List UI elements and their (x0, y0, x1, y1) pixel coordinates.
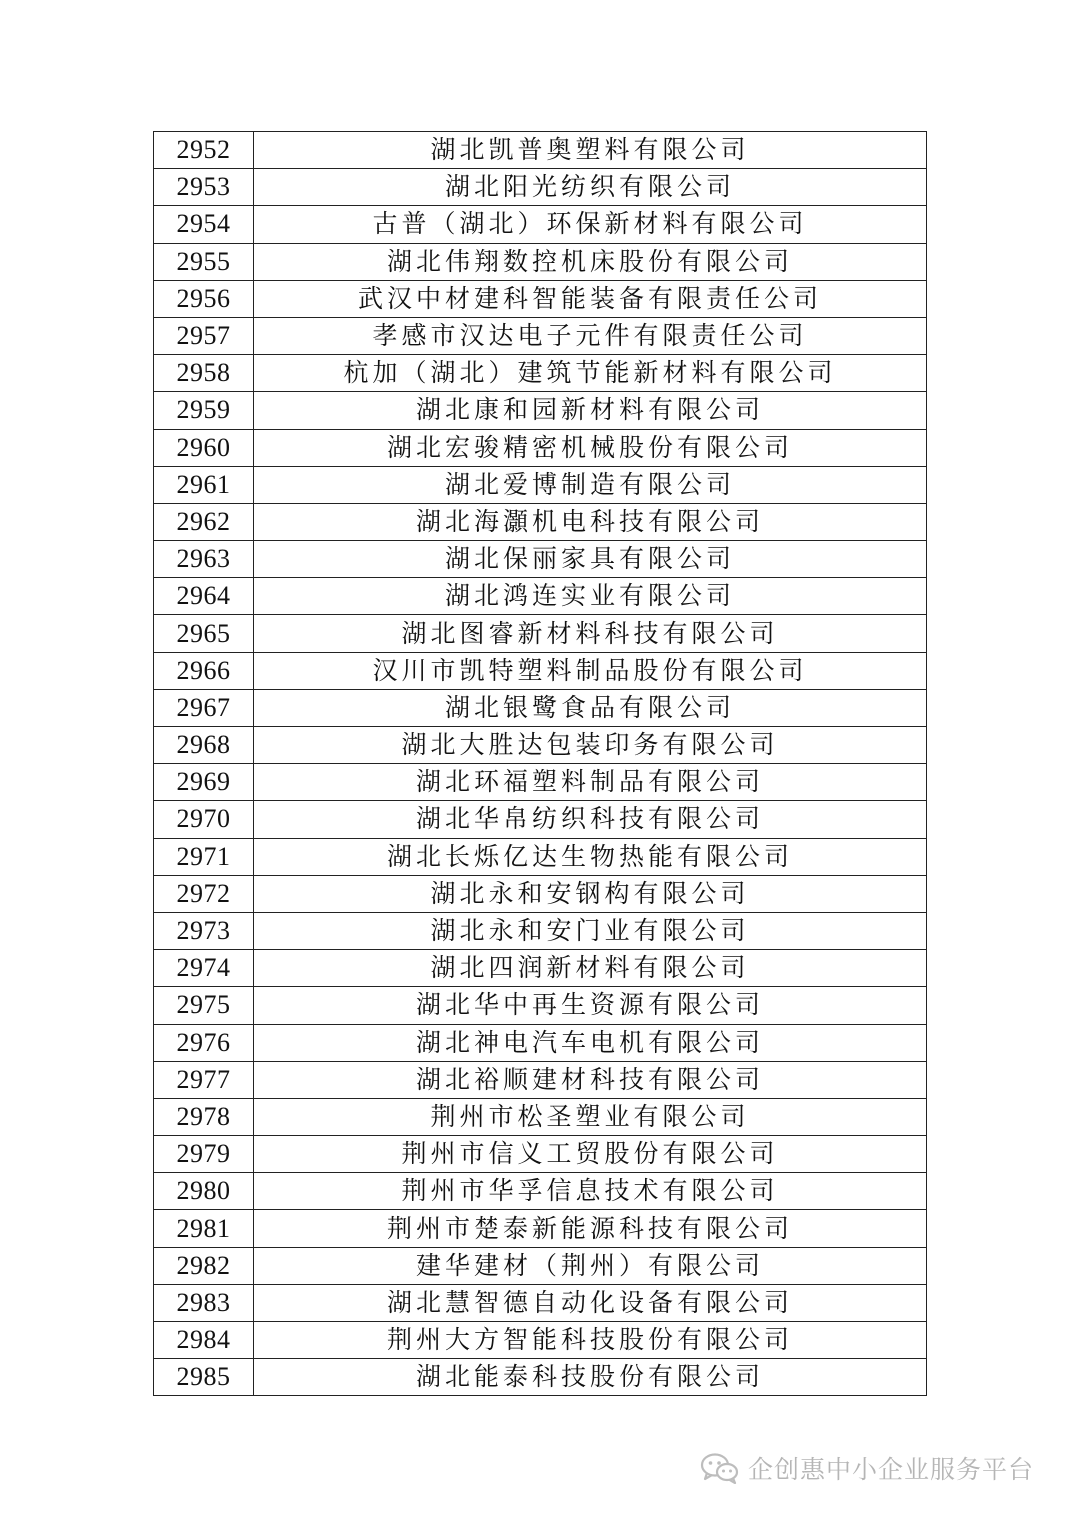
row-number-cell: 2956 (154, 280, 254, 317)
row-number-cell: 2962 (154, 503, 254, 540)
table-row (154, 392, 927, 429)
company-name-cell: 荆州市松圣塑业有限公司 (254, 1098, 927, 1135)
company-name-cell: 湖北宏骏精密机械股份有限公司 (254, 429, 927, 466)
company-name-cell: 湖北四润新材料有限公司 (254, 950, 927, 987)
row-number-cell: 2963 (154, 541, 254, 578)
company-name-cell: 湖北慧智德自动化设备有限公司 (254, 1284, 927, 1321)
table-row (154, 1247, 927, 1284)
row-number-cell: 2959 (154, 392, 254, 429)
row-number-cell: 2965 (154, 615, 254, 652)
row-number-cell: 2977 (154, 1061, 254, 1098)
company-name-cell: 湖北鸿连实业有限公司 (254, 578, 927, 615)
table-row (154, 206, 927, 243)
row-number-cell: 2969 (154, 764, 254, 801)
table-row (154, 875, 927, 912)
table-row (154, 950, 927, 987)
row-number-cell: 2984 (154, 1322, 254, 1359)
table-row (154, 615, 927, 652)
row-number-cell: 2972 (154, 875, 254, 912)
table-row (154, 801, 927, 838)
row-number-cell: 2957 (154, 317, 254, 354)
row-number-cell: 2985 (154, 1359, 254, 1396)
row-number-cell: 2978 (154, 1098, 254, 1135)
watermark (700, 1448, 1034, 1488)
row-number-cell: 2981 (154, 1210, 254, 1247)
table-row (154, 1322, 927, 1359)
company-name-cell: 湖北图睿新材料科技有限公司 (254, 615, 927, 652)
table-row (154, 1098, 927, 1135)
table-row (154, 1061, 927, 1098)
company-name-cell: 古普（湖北）环保新材料有限公司 (254, 206, 927, 243)
row-number-cell: 2976 (154, 1024, 254, 1061)
company-list-table (153, 131, 927, 1396)
company-name-cell: 湖北凯普奥塑料有限公司 (254, 132, 927, 169)
company-name-cell: 湖北爱博制造有限公司 (254, 466, 927, 503)
table-row (154, 689, 927, 726)
company-name-cell: 武汉中材建科智能装备有限责任公司 (254, 280, 927, 317)
row-number-cell: 2952 (154, 132, 254, 169)
company-name-cell: 湖北永和安门业有限公司 (254, 912, 927, 949)
table-row (154, 355, 927, 392)
row-number-cell: 2966 (154, 652, 254, 689)
company-name-cell: 湖北阳光纺织有限公司 (254, 169, 927, 206)
row-number-cell: 2960 (154, 429, 254, 466)
company-name-cell: 荆州市信义工贸股份有限公司 (254, 1136, 927, 1173)
company-name-cell: 湖北裕顺建材科技有限公司 (254, 1061, 927, 1098)
row-number-cell: 2961 (154, 466, 254, 503)
watermark-text: 企创惠中小企业服务平台 (748, 1455, 1035, 1484)
table-row (154, 1359, 927, 1396)
row-number-cell: 2980 (154, 1173, 254, 1210)
table-row (154, 280, 927, 317)
table-row (154, 764, 927, 801)
company-name-cell: 荆州大方智能科技股份有限公司 (254, 1322, 927, 1359)
company-name-cell: 湖北保丽家具有限公司 (254, 541, 927, 578)
row-number-cell: 2983 (154, 1284, 254, 1321)
table-row (154, 541, 927, 578)
company-name-cell: 孝感市汉达电子元件有限责任公司 (254, 317, 927, 354)
row-number-cell: 2970 (154, 801, 254, 838)
table-row (154, 838, 927, 875)
table-row (154, 243, 927, 280)
row-number-cell: 2974 (154, 950, 254, 987)
company-name-cell: 湖北华帛纺织科技有限公司 (254, 801, 927, 838)
table-row (154, 132, 927, 169)
company-name-cell: 湖北大胜达包装印务有限公司 (254, 727, 927, 764)
table-row (154, 578, 927, 615)
table-row (154, 912, 927, 949)
table-row (154, 466, 927, 503)
wechat-icon (700, 1452, 740, 1484)
row-number-cell: 2973 (154, 912, 254, 949)
row-number-cell: 2958 (154, 355, 254, 392)
table-row (154, 1210, 927, 1247)
company-name-cell: 湖北永和安钢构有限公司 (254, 875, 927, 912)
row-number-cell: 2968 (154, 727, 254, 764)
table-row (154, 429, 927, 466)
company-name-cell: 建华建材（荆州）有限公司 (254, 1247, 927, 1284)
company-name-cell: 汉川市凯特塑料制品股份有限公司 (254, 652, 927, 689)
row-number-cell: 2954 (154, 206, 254, 243)
table-row (154, 1284, 927, 1321)
table-row (154, 503, 927, 540)
table-row (154, 1173, 927, 1210)
company-name-cell: 荆州市楚泰新能源科技有限公司 (254, 1210, 927, 1247)
row-number-cell: 2955 (154, 243, 254, 280)
table-row (154, 652, 927, 689)
company-name-cell: 湖北伟翔数控机床股份有限公司 (254, 243, 927, 280)
row-number-cell: 2975 (154, 987, 254, 1024)
table-row (154, 987, 927, 1024)
table-row (154, 1136, 927, 1173)
company-name-cell: 荆州市华孚信息技术有限公司 (254, 1173, 927, 1210)
company-name-cell: 湖北海灝机电科技有限公司 (254, 503, 927, 540)
company-name-cell: 湖北神电汽车电机有限公司 (254, 1024, 927, 1061)
table-row (154, 727, 927, 764)
row-number-cell: 2982 (154, 1247, 254, 1284)
company-name-cell: 湖北长烁亿达生物热能有限公司 (254, 838, 927, 875)
company-name-cell: 湖北华中再生资源有限公司 (254, 987, 927, 1024)
row-number-cell: 2967 (154, 689, 254, 726)
row-number-cell: 2964 (154, 578, 254, 615)
table-row (154, 169, 927, 206)
row-number-cell: 2979 (154, 1136, 254, 1173)
company-name-cell: 湖北银鹭食品有限公司 (254, 689, 927, 726)
company-name-cell: 湖北环福塑料制品有限公司 (254, 764, 927, 801)
company-name-cell: 湖北能泰科技股份有限公司 (254, 1359, 927, 1396)
company-list-body (154, 132, 927, 1396)
row-number-cell: 2953 (154, 169, 254, 206)
row-number-cell: 2971 (154, 838, 254, 875)
table-row (154, 1024, 927, 1061)
table-row (154, 317, 927, 354)
company-name-cell: 杭加（湖北）建筑节能新材料有限公司 (254, 355, 927, 392)
company-name-cell: 湖北康和园新材料有限公司 (254, 392, 927, 429)
